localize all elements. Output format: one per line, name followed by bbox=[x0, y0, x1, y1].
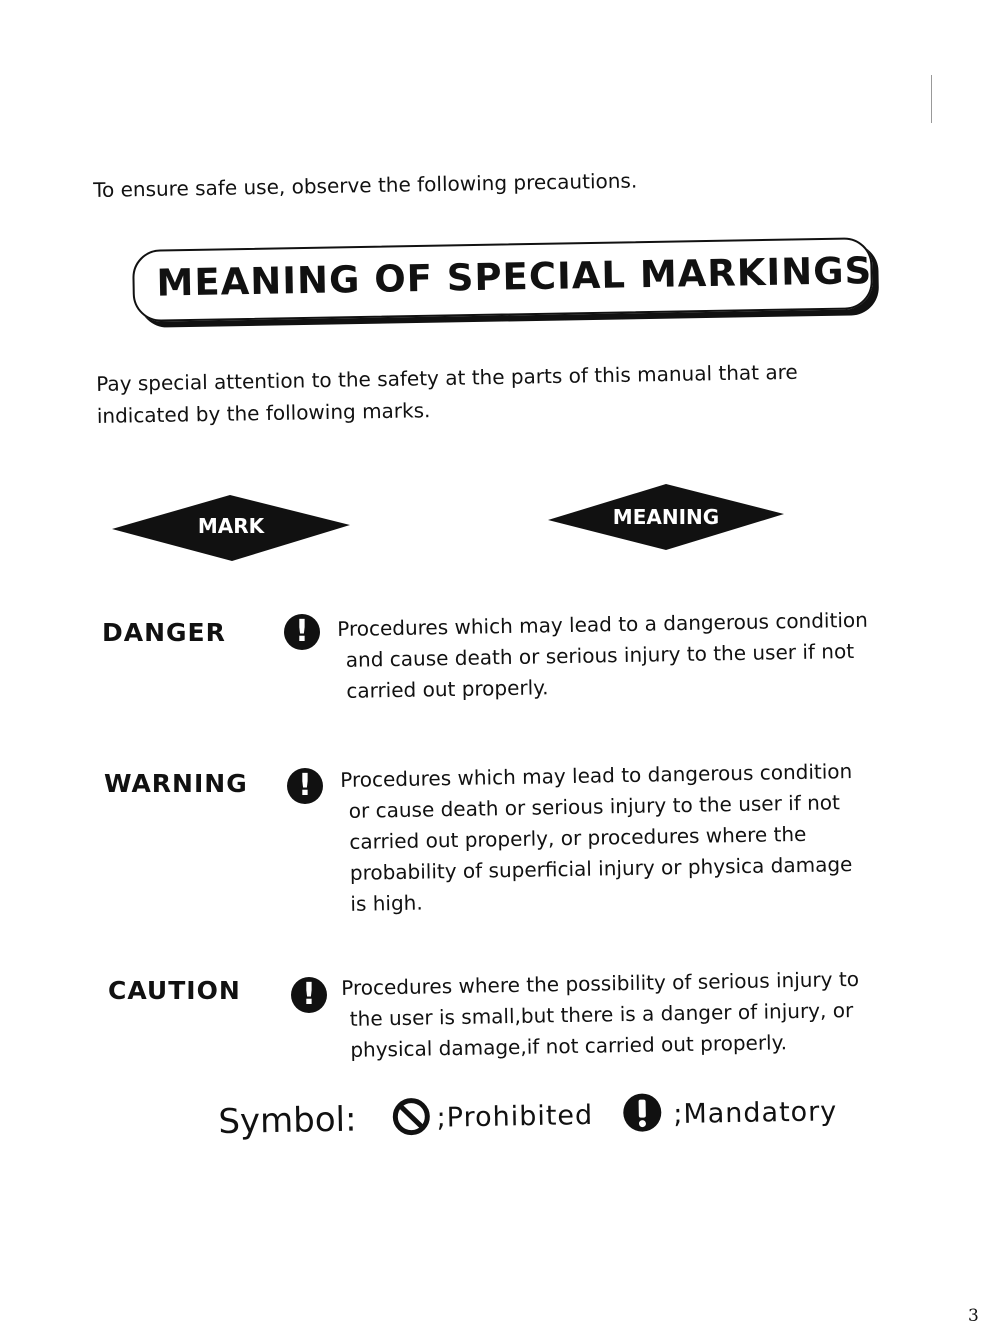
warning-line-2: or cause death or serious injury to the user if not bbox=[348, 790, 841, 823]
mark-header-label: MARK bbox=[197, 514, 265, 538]
paragraph-line-1: Pay special attention to the safety at the parts of this manual that are bbox=[96, 359, 798, 396]
warning-line-4: probability of superficial injury or physica damage bbox=[349, 852, 853, 885]
mark-header bbox=[112, 493, 350, 563]
exclamation-circle-icon: ! bbox=[291, 977, 327, 1013]
paragraph-line-2: indicated by the following marks. bbox=[96, 398, 431, 428]
attention-paragraph bbox=[96, 354, 877, 432]
page-number: 3 bbox=[968, 1306, 979, 1326]
caution-description bbox=[341, 964, 860, 1066]
warning-line-1: Procedures which may lead to dangerous condition bbox=[340, 759, 853, 792]
intro-text: To ensure safe use, observe the following precautions. bbox=[93, 168, 638, 202]
caution-line-3: physical damage,if not carried out properly. bbox=[350, 1030, 788, 1062]
caution-line-1: Procedures where the possibility of serious injury to bbox=[341, 966, 860, 1000]
warning-label: WARNING bbox=[104, 769, 248, 798]
meaning-header bbox=[548, 484, 784, 552]
exclamation-circle-icon bbox=[622, 1092, 663, 1137]
warning-line-5: is high. bbox=[350, 890, 423, 916]
danger-line-2: and cause death or serious injury to the user if not bbox=[345, 638, 855, 672]
caution-line-2: the user is small,but there is a danger of injury, or bbox=[349, 998, 854, 1031]
danger-description bbox=[337, 605, 869, 707]
warning-line-3: carried out properly, or procedures where the bbox=[349, 821, 807, 854]
scan-artifact-line bbox=[931, 75, 932, 123]
prohibited-label: ;Prohibited bbox=[436, 1099, 594, 1134]
section-banner bbox=[132, 237, 873, 322]
prohibited-circle-icon bbox=[391, 1096, 432, 1141]
exclamation-circle-icon: ! bbox=[284, 614, 320, 650]
danger-line-1: Procedures which may lead to a dangerous condition bbox=[337, 607, 868, 641]
danger-line-3: carried out properly. bbox=[346, 675, 549, 703]
section-title: MEANING OF SPECIAL MARKINGS bbox=[156, 249, 873, 305]
symbol-label: Symbol: bbox=[218, 1099, 357, 1142]
caution-label: CAUTION bbox=[108, 976, 241, 1005]
warning-description bbox=[340, 756, 855, 920]
danger-label: DANGER bbox=[102, 618, 226, 647]
symbol-legend bbox=[218, 1089, 838, 1144]
meaning-header-label: MEANING bbox=[612, 505, 720, 529]
exclamation-circle-icon: ! bbox=[287, 768, 323, 804]
mandatory-label: ;Mandatory bbox=[673, 1095, 838, 1130]
